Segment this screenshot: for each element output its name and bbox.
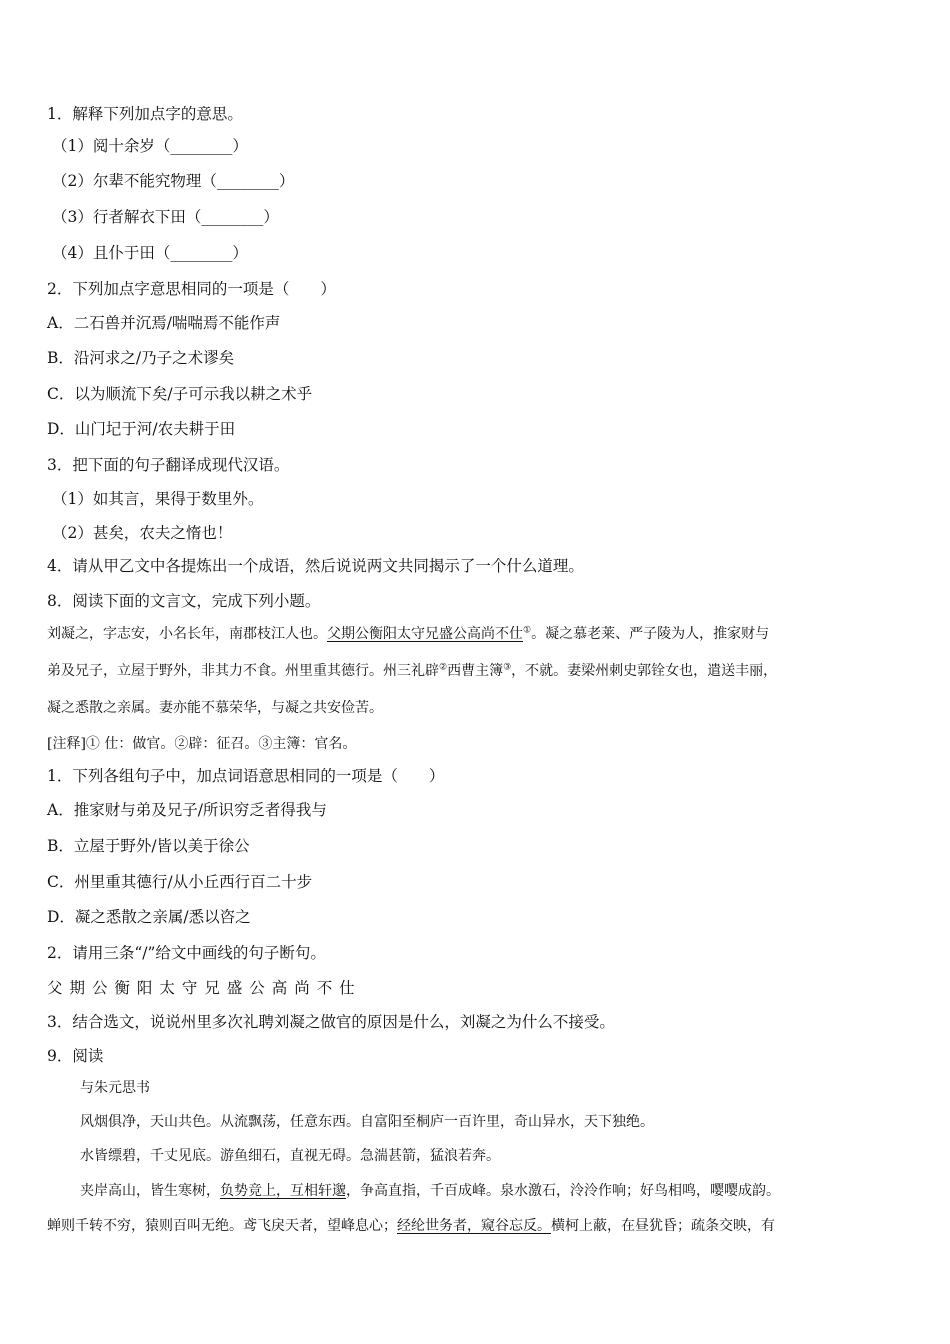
underlined-phrase-2: 经纶世务者，窥谷忘反。 [397, 1218, 551, 1234]
question-3-item-2: （2）甚矣，农夫之惰也！ [52, 524, 233, 542]
essay-text: 夹岸高山，皆生寒树， [80, 1183, 220, 1199]
passage-text: ，不就。妻梁州刺史郭铨女也，遣送丰丽， [511, 663, 778, 679]
passage-text: 刘凝之，字志安，小名长年，南郡枝江人也。 [47, 626, 327, 642]
underlined-phrase-1: 负势竞上，互相轩邈 [220, 1183, 346, 1199]
question-1-item-4: （4）且仆于田（________） [52, 244, 248, 262]
question-4-prompt: 4．请从甲乙文中各提炼出一个成语，然后说说两文共同揭示了一个什么道理。 [47, 557, 584, 575]
essay-text: 横柯上蔽，在昼犹昏；疏条交映，有 [551, 1218, 775, 1234]
underlined-sentence: 父期公衡阳太守兄盛公高尚不仕 [327, 626, 523, 642]
section-9-title: 9．阅读 [47, 1047, 104, 1065]
passage-text: 弟及兄子，立屋于野外，非其力不食。州里重其德行。州三礼辟 [47, 663, 439, 679]
question-2-option-d: D．山门圮于河/农夫耕于田 [47, 420, 236, 438]
question-2-option-b: B．沿河求之/乃子之术谬矣 [47, 349, 235, 367]
question-3-prompt: 3．把下面的句子翻译成现代汉语。 [47, 456, 290, 474]
footnote-marker-3: ③ [503, 662, 512, 673]
section-8-option-d: D．凝之悉散之亲属/悉以咨之 [47, 908, 251, 926]
passage-paragraph-1 [47, 624, 769, 644]
question-1-item-1: （1）阅十余岁（________） [52, 137, 248, 155]
essay-paragraph-2: 水皆缥碧，千丈见底。游鱼细石，直视无碍。急湍甚箭，猛浪若奔。 [80, 1148, 500, 1164]
section-8-question-2-prompt: 2．请用三条“/”给文中画线的句子断句。 [47, 944, 326, 962]
passage-paragraph-2 [47, 661, 777, 681]
footnote-marker-2: ② [439, 662, 448, 673]
question-3-item-1: （1）如其言，果得于数里外。 [52, 490, 264, 508]
question-2-option-a: A．二石兽并沉焉/喘喘焉不能作声 [47, 314, 281, 332]
section-8-option-a: A．推家财与弟及兄子/所识穷乏者得我与 [47, 801, 327, 819]
question-1-prompt: 1．解释下列加点字的意思。 [47, 105, 243, 123]
section-8-question-3-prompt: 3．结合选文，说说州里多次礼聘刘凝之做官的原因是什么，刘凝之为什么不接受。 [47, 1013, 615, 1031]
essay-paragraph-1: 风烟俱净，天山共色。从流飘荡，任意东西。自富阳至桐庐一百许里，奇山异水，天下独绝。 [80, 1114, 654, 1130]
section-8-question-1-prompt: 1．下列各组句子中，加点词语意思相同的一项是（ ） [47, 767, 445, 785]
section-8-option-b: B．立屋于野外/皆以美于徐公 [47, 837, 250, 855]
passage-paragraph-3: 凝之悉散之亲属。妻亦能不慕荣华，与凝之共安俭苦。 [47, 700, 383, 716]
essay-paragraph-3 [80, 1181, 780, 1201]
essay-title: 与朱元思书 [80, 1080, 150, 1096]
question-2-option-c: C．以为顺流下矣/子可示我以耕之术乎 [47, 385, 313, 403]
section-8-option-c: C．州里重其德行/从小丘西行百二十步 [47, 873, 313, 891]
question-2-prompt: 2．下列加点字意思相同的一项是（ ） [47, 280, 336, 298]
passage-text: 西曹主簿 [447, 663, 504, 679]
passage-notes: [注释]① 仕：做官。②辟：征召。③主簿：官名。 [47, 736, 357, 752]
sentence-to-punctuate: 父期公衡阳太守兄盛公高尚不仕 [47, 979, 362, 997]
essay-paragraph-3-continued [47, 1216, 775, 1236]
essay-text: 蝉则千转不穷，猿则百叫无绝。鸢飞戾天者，望峰息心； [47, 1218, 397, 1234]
question-1-item-3: （3）行者解衣下田（________） [52, 208, 279, 226]
section-8-title: 8．阅读下面的文言文，完成下列小题。 [47, 592, 321, 610]
passage-text: 。凝之慕老莱、严子陵为人，推家财与 [531, 626, 770, 642]
essay-text: ，争高直指，千百成峰。泉水激石，泠泠作响；好鸟相鸣，嘤嘤成韵。 [346, 1183, 780, 1199]
question-1-item-2: （2）尔辈不能究物理（________） [52, 172, 295, 190]
footnote-marker-1: ① [523, 625, 532, 636]
